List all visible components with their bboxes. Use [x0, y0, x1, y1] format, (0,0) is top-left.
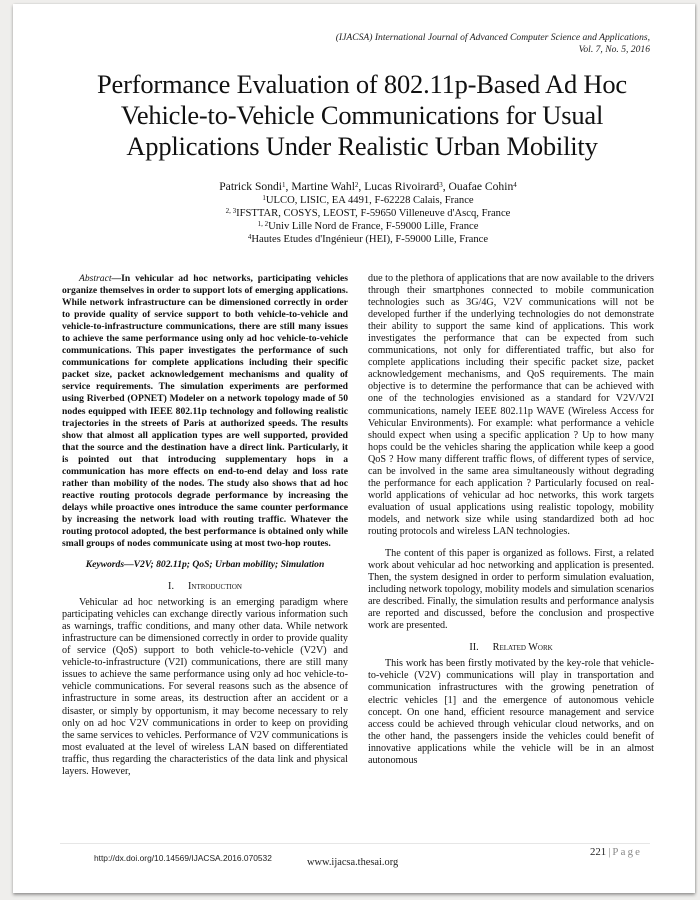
section-heading-introduction: [62, 581, 348, 593]
title-line: Vehicle-to-Vehicle Communications for Usual: [120, 100, 604, 130]
paper-page: [13, 4, 695, 893]
affiliation-sup: 4: [247, 233, 252, 241]
left-column: [62, 273, 348, 778]
affiliation-text: Hautes Etudes d'Ingénieur (HEI), F-59000 Lille, France: [251, 234, 489, 245]
paragraph: The content of this paper is organized as follows. First, a related work about vehicular ad hoc networking and application is presented. Then, the system designed in order to perform simulation evaluation, including network topology, mobility models and simulation scenarios are described. Finally, the simulation results and performance analysis are reported and discussed, before the conclusion and prospective work are presented.: [368, 548, 654, 632]
paragraph: This work has been firstly motivated by the key-role that vehicle-to-vehicle (V2V) communications will play in transportation and communication infrastructures with the growing penetration of electric vehicles [1] and the emergence of autonomous vehicle concept. On one hand, efficient resource management and service access could be achieved through vehicular cloud networks, and on the other hand, the passengers inside the vehicles could benefit of innovative applications while the vehicle will be in an almost autonomous: [368, 658, 654, 766]
author-names: Patrick Sondi$^1$, Martine Wahl$^2$, Lucas Rivoirard$^3$, Ouafae Cohin$^4$: [219, 180, 517, 193]
abstract-label: Abstract: [79, 273, 112, 284]
affiliation-text: IFSTTAR, COSYS, LEOST, F-59650 Villeneuve d'Ascq, France: [236, 208, 511, 219]
affiliation-sup: 1, 2: [257, 220, 269, 228]
author-sup: 1: [282, 181, 286, 189]
affiliation: [113, 233, 623, 246]
page-label: Page: [612, 846, 643, 858]
affiliation: [113, 220, 623, 233]
section-title: Related Work: [492, 642, 553, 654]
website-link[interactable]: www.ijacsa.thesai.org: [307, 857, 399, 868]
footer-divider: [60, 843, 650, 844]
affiliation-sup: 2, 3: [225, 207, 237, 215]
title-line: Applications Under Realistic Urban Mobility: [126, 131, 598, 161]
doi-link[interactable]: http://dx.doi.org/10.14569/IJACSA.2016.070532: [94, 853, 272, 863]
author-block: [113, 180, 623, 246]
section-number: I.: [168, 581, 174, 593]
author-sup: 3: [439, 181, 443, 189]
page-separator: |: [608, 846, 611, 858]
section-number: II.: [469, 642, 479, 654]
affiliation: [113, 194, 623, 207]
right-column: [368, 273, 654, 767]
affiliation-sup: 1: [262, 194, 266, 202]
author-sup: 2: [354, 181, 359, 189]
title-line: Performance Evaluation of 802.11p-Based Ad Hoc: [97, 69, 627, 99]
abstract: [62, 273, 348, 550]
paragraph: due to the plethora of applications that are now available to the drivers through their smartphones connected to mobile communication technologies such as 3G/4G, V2V communications will not be developed further if the underlying technologies do not demonstrate their ability to support the same kind of applications. This work investigates the performance that can be expected from such communications, not only for differentiated traffic, but also for complete applications including their specific packet size, packet acknowledgement mechanisms, and QoS requirements. The main objective is to determine the performance that can be achieved with one of the technologies envisioned as a standard for V2V/V2I communications, namely IEEE 802.11p WAVE (Wireless Access for Vehicular Environments). For example: what performance a vehicle should expect when using a specific application ? Up to how many hops could be the vehicles sharing the application while keep a good QoS ? How many different traffic flows, of different types of service, can be involved in the same area simultaneously without degrading the performance for each application ? Particularly focused on real-world applications of vehicular ad hoc networks, this work targets evaluation of usual applications using realistic topology, mobility models, and network size while using standardized both ad hoc routing protocols and wireless LAN technologies.: [368, 273, 654, 537]
author-sup: 4: [513, 181, 517, 189]
author-name: Patrick Sondi: [219, 180, 283, 193]
paper-title: [63, 69, 661, 162]
abstract-text: —In vehicular ad hoc networks, participating vehicles organize themselves in order to support lots of emerging applications. While network infrastructure can be dimensioned correctly in order to provide quality of service support to both vehicle-to-vehicle and vehicle-to-infrastructure communications, there are still many issues to achieve the same performance using only ad hoc vehicle-to-vehicle communications. This paper investigates the performance of such communications for complete applications including their specific packet size, packet acknowledgement mechanisms and quality of service requirements. The simulation experiments are performed using Riverbed (OPNET) Modeler on a network topology made of 50 nodes equipped with IEEE 802.11p technology and following realistic trajectories in the streets of Paris at authorized speeds. The results show that almost all application types are well supported, provided that the source and the destination have a direct link. Particularly, it is pointed out that introducing supplementary hops in a communication has more effects on end-to-end delay and loss rate rather than mobility of the nodes. The study also shows that ad hoc reactive routing protocols degrade performance by increasing the delays while proactive ones introduce the same counter performance by increasing the network load with routing traffic. Whatever the routing protocol adopted, the best performance is obtained only while small groups of nodes communicate using at most two-hop routes.: [62, 273, 348, 550]
journal-volume: Vol. 7, No. 5, 2016: [578, 43, 650, 55]
keywords: Keywords—V2V; 802.11p; QoS; Urban mobility; Simulation: [85, 559, 325, 571]
journal-header: [230, 32, 650, 55]
author-name: Lucas Rivoirard: [364, 180, 440, 193]
affiliation-text: ULCO, LISIC, EA 4491, F-62228 Calais, France: [265, 195, 474, 206]
journal-name: (IJACSA) International Journal of Advanced Computer Science and Applications,: [335, 32, 650, 43]
affiliation: [113, 207, 623, 220]
page-number: [590, 846, 642, 858]
affiliation-text: Univ Lille Nord de France, F-59000 Lille, France: [268, 221, 479, 232]
page-number-value: 221: [590, 846, 607, 858]
author-name: Ouafae Cohin: [448, 180, 514, 193]
author-name: Martine Wahl: [291, 180, 355, 193]
section-title: Introduction: [188, 581, 242, 593]
paragraph: Vehicular ad hoc networking is an emerging paradigm where participating vehicles can exchange directly various information such as warnings, traffic conditions, and many other data. While network infrastructure can be dimensioned correctly in order to provide quality of service (QoS) support to both vehicle-to-vehicle (V2V) and vehicle-to-infrastructure (V2I) communications, there are still many issues to achieve the same performance using only ad hoc vehicle-to-vehicle communications. For several reasons such as the absence of infrastructure in some areas, its destruction after an accident or a disaster, or simply by opportunism, it may become necessary to rely only on ad hoc V2V communications in order to keep on providing the same services to vehicles. Performance of V2V communications is most evaluated at the level of wireless LAN based on differentiated traffic, thus regarding the characteristics of the data link and physical layers. However,: [62, 597, 348, 777]
section-heading-related-work: [368, 642, 654, 654]
